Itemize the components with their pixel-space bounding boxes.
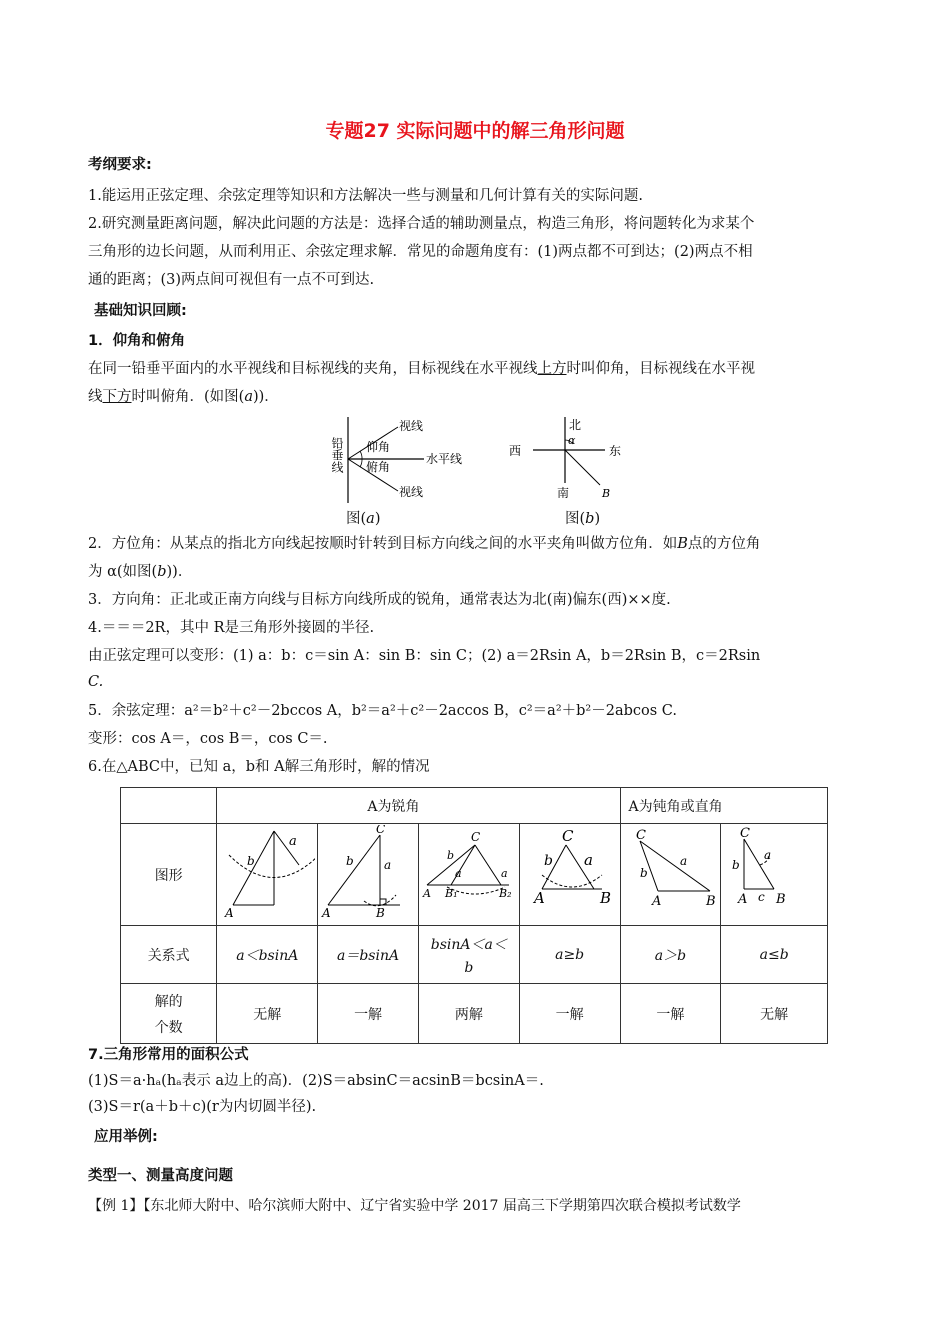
table-row-count-label: 解的 个数 xyxy=(121,984,217,1044)
item4: 4.＝＝＝2R，其中 R是三角形外接圆的半径. xyxy=(88,620,375,636)
table-fig-3 xyxy=(418,824,519,926)
table-fig-6 xyxy=(721,824,828,926)
item4-sine-law-forms: 由正弦定理可以变形：(1) a：b：c＝sin A：sin B：sin C；(2) a＝2Rsin A，b＝2Rsin B，c＝2Rsin xyxy=(88,648,761,664)
fig-a-depression: 俯角 xyxy=(366,460,391,474)
item6-heading: 6.在△ABC中，已知 a，b和 A解三角形时，解的情况 xyxy=(88,759,430,775)
item7-formula-3: (3)S＝r(a＋b＋c)(r为内切圆半径). xyxy=(88,1099,317,1115)
table-row-figure-label: 图形 xyxy=(121,824,217,926)
svg-text:a: a xyxy=(680,853,688,868)
relation-5: a＞b xyxy=(620,926,721,984)
fig-a-sightline-top: 视线 xyxy=(399,419,424,433)
svg-text:a: a xyxy=(500,866,508,880)
requirement-1: 1.能运用正弦定理、余弦定理等知识和方法解决一些与测量和几何计算有关的实际问题. xyxy=(88,188,643,204)
svg-text:a: a xyxy=(289,833,298,849)
svg-text:A: A xyxy=(738,891,748,907)
svg-text:A: A xyxy=(225,905,234,920)
svg-text:A: A xyxy=(422,886,431,900)
triangle-no-solution-obtuse-figure xyxy=(724,825,824,921)
svg-text:a: a xyxy=(384,857,392,872)
svg-text:B: B xyxy=(776,891,786,907)
svg-text:C: C xyxy=(470,829,481,844)
svg-text:B: B xyxy=(706,893,716,909)
count-2: 一解 xyxy=(318,984,419,1044)
relation-2: a＝bsinA xyxy=(318,926,419,984)
fig-a-plumb-line: 铅垂线 xyxy=(330,437,344,473)
table-header-acute: A为锐角 xyxy=(217,788,620,824)
svg-text:c: c xyxy=(758,889,765,904)
item5-cosine-law: 5．余弦定理：a²＝b²＋c²－2bccos A，b²＝a²＋c²－2accos B，c²＝a²＋b²－2abcos C. xyxy=(88,703,677,719)
item1-line2: 线下方时叫俯角．(如图(a))． xyxy=(88,389,279,405)
fig-a-horizontal: 水平线 xyxy=(426,452,463,466)
item5-transform: 变形：cos A＝，cos B＝，cos C＝. xyxy=(88,731,328,747)
svg-text:B: B xyxy=(376,905,385,920)
section-basic-review: 基础知识回顾: xyxy=(94,303,187,319)
item2-line2: 为 α(如图(b))． xyxy=(88,564,193,580)
relation-6: a≤b xyxy=(721,926,828,984)
item7-formula-1: (1)S＝a·hₐ(hₐ表示 a边上的高)．(2)S＝absinC＝acsinB＝bcsinA＝. xyxy=(88,1073,544,1089)
table-fig-4 xyxy=(519,824,620,926)
item1-heading: 1．仰角和俯角 xyxy=(88,333,186,349)
fig-b-west: 西 xyxy=(509,444,522,458)
svg-text:a: a xyxy=(764,847,772,862)
requirement-2-line3: 通的距离；(3)两点间可视但有一点不可到达. xyxy=(88,272,375,288)
svg-text:b: b xyxy=(346,853,354,868)
triangle-obtuse-figure xyxy=(622,825,718,921)
table-fig-5 xyxy=(620,824,721,926)
table-header-obtuse: A为钝角或直角 xyxy=(620,788,827,824)
figure-a-caption: 图(a) xyxy=(346,511,381,527)
item7-heading: 7.三角形常用的面积公式 xyxy=(88,1047,249,1063)
svg-text:B₂: B₂ xyxy=(498,886,512,900)
table-fig-2 xyxy=(318,824,419,926)
figure-a-elevation-depression xyxy=(320,413,490,505)
svg-text:B₁: B₁ xyxy=(444,886,458,900)
svg-text:C: C xyxy=(740,825,751,841)
item4-continuation: C. xyxy=(88,674,104,690)
fig-b-alpha: α xyxy=(568,434,576,447)
triangle-right-figure xyxy=(320,825,416,921)
count-3: 两解 xyxy=(418,984,519,1044)
svg-text:C: C xyxy=(376,824,386,836)
svg-text:C: C xyxy=(636,827,647,843)
svg-text:b: b xyxy=(732,857,740,872)
svg-text:b: b xyxy=(446,848,454,862)
svg-text:b: b xyxy=(247,853,255,868)
fig-a-sightline-bottom: 视线 xyxy=(399,485,424,499)
fig-b-east: 东 xyxy=(609,444,622,458)
fig-b-north: 北 xyxy=(569,418,582,432)
svg-text:B: B xyxy=(599,888,611,907)
table-fig-1 xyxy=(217,824,318,926)
count-1: 无解 xyxy=(217,984,318,1044)
svg-text:a: a xyxy=(454,866,462,880)
item2-line1: 2．方位角：从某点的指北方向线起按顺时针转到目标方向线之间的水平夹角叫做方位角．如B点的方位角 xyxy=(88,536,761,552)
section-examples: 应用举例: xyxy=(94,1129,158,1145)
type1-heading: 类型一、测量高度问题 xyxy=(88,1168,233,1184)
svg-text:b: b xyxy=(640,865,649,880)
example1-source: 【例 1】【东北师大附中、哈尔滨师大附中、辽宁省实验中学 2017 届高三下学期第四次联合模拟考试数学 xyxy=(88,1198,741,1214)
count-4: 一解 xyxy=(519,984,620,1044)
svg-text:a: a xyxy=(583,850,593,869)
solution-cases-table xyxy=(120,787,828,1044)
requirement-2-line2: 三角形的边长问题，从而利用正、余弦定理求解．常见的命题角度有：(1)两点都不可到达；(2)两点不相 xyxy=(88,244,753,260)
relation-4: a≥b xyxy=(519,926,620,984)
section-exam-requirements: 考纲要求: xyxy=(88,157,152,173)
fig-b-south: 南 xyxy=(557,486,570,500)
item3: 3．方向角：正北或正南方向线与目标方向线所成的锐角，通常表达为北(南)偏东(西)××度. xyxy=(88,592,671,608)
triangle-two-solutions-figure xyxy=(421,825,517,921)
fig-b-point-b: B xyxy=(602,487,611,500)
svg-text:A: A xyxy=(533,888,545,907)
svg-text:A: A xyxy=(652,893,662,909)
page-title: 专题27 实际问题中的解三角形问题 xyxy=(325,120,625,142)
table-corner xyxy=(121,788,217,824)
figure-b-azimuth xyxy=(505,413,635,505)
svg-text:C: C xyxy=(561,826,574,845)
relation-3: bsinA＜a＜ b xyxy=(418,926,519,984)
fig-a-elevation: 仰角 xyxy=(366,440,391,454)
table-row-relation-label: 关系式 xyxy=(121,926,217,984)
triangle-a-ge-b-figure xyxy=(522,825,618,921)
requirement-2-line1: 2.研究测量距离问题，解决此问题的方法是：选择合适的辅助测量点，构造三角形，将问题转化为求某个 xyxy=(88,216,755,232)
relation-1: a＜bsinA xyxy=(217,926,318,984)
svg-text:b: b xyxy=(543,852,553,869)
item1-line1: 在同一铅垂平面内的水平视线和目标视线的夹角，目标视线在水平视线上方时叫仰角，目标视线在水平视 xyxy=(88,361,755,377)
count-5: 一解 xyxy=(620,984,721,1044)
count-6: 无解 xyxy=(721,984,828,1044)
svg-text:A: A xyxy=(322,905,331,920)
figure-b-caption: 图(b) xyxy=(565,511,601,527)
triangle-no-solution-figure xyxy=(219,825,315,921)
